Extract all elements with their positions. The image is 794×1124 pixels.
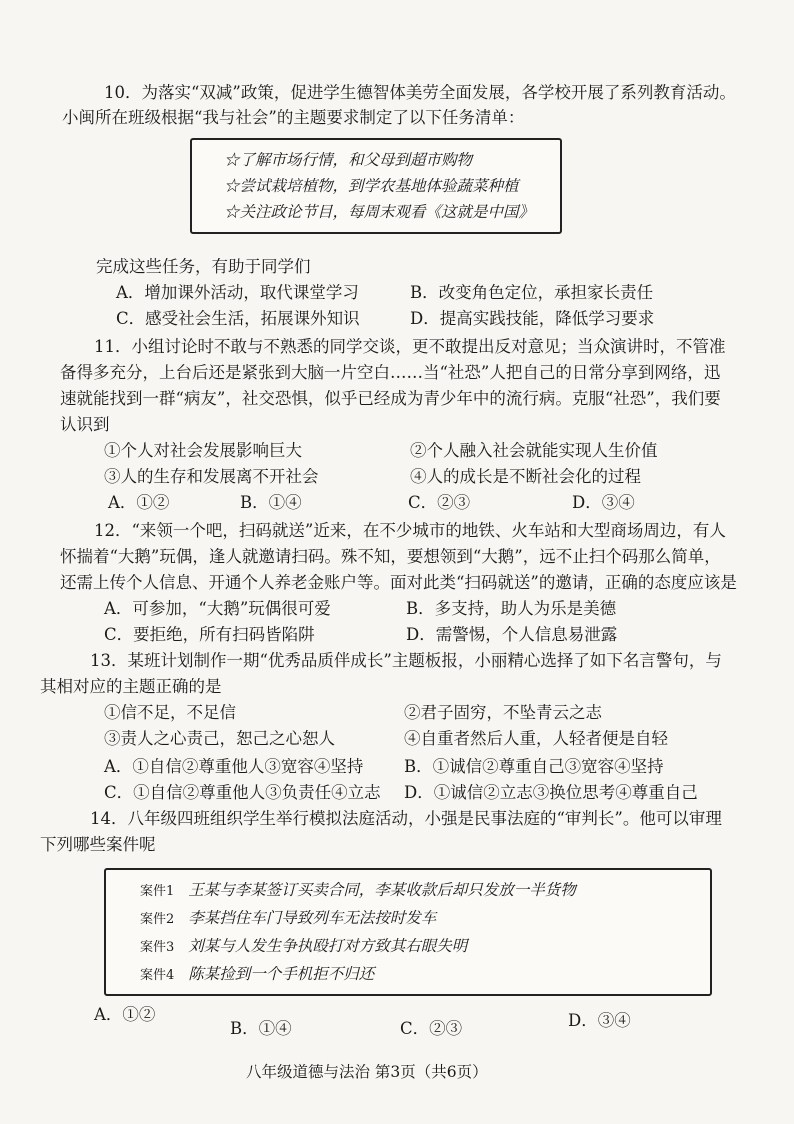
case-label: 案件4 xyxy=(140,968,175,983)
q13-stem-line2: 其相对应的主题正确的是 xyxy=(40,677,222,696)
case-text: 刘某与人发生争执殴打对方致其右眼失明 xyxy=(188,937,468,955)
q14-case-1 xyxy=(140,880,576,902)
q14-stem-line1: 14．八年级四班组织学生举行模拟法庭活动，小强是民事法庭的“审判长”。他可以审理 xyxy=(90,809,722,828)
q10-stem-line2: 小闽所在班级根据“我与社会”的主题要求制定了以下任务清单： xyxy=(62,108,525,127)
q12-option-d: D．需警惕，个人信息易泄露 xyxy=(406,625,618,644)
q14-option-b: B．①④ xyxy=(230,1019,292,1038)
q10-lead: 完成这些任务，有助于同学们 xyxy=(96,257,311,276)
case-text: 王某与李某签订买卖合同，李某收款后却只发放一半货物 xyxy=(188,881,576,899)
q11-option-c: C．②③ xyxy=(408,493,471,512)
case-text: 李某挡住车门导致列车无法按时发车 xyxy=(188,909,437,927)
q14-option-a: A．①② xyxy=(94,1005,156,1024)
q13-statement-4: ④自重者然后人重，人轻者便是自轻 xyxy=(404,729,668,748)
q12-option-a: A．可参加，“大鹅”玩偶很可爱 xyxy=(104,599,331,618)
q13-option-b: B．①诚信②尊重自己③宽容④坚持 xyxy=(404,757,664,776)
q13-option-d: D．①诚信②立志③换位思考④尊重自己 xyxy=(404,783,698,802)
q14-option-c: C．②③ xyxy=(400,1019,463,1038)
q11-stem-line4: 认识到 xyxy=(60,415,110,434)
q12-stem-line1: 12．“来领一个吧，扫码就送”近来，在不少城市的地铁、火车站和大型商场周边，有人 xyxy=(94,521,726,540)
q11-statement-3: ③人的生存和发展离不开社会 xyxy=(104,467,319,486)
q14-option-d: D．③④ xyxy=(568,1011,631,1030)
q13-option-a: A．①自信②尊重他人③宽容④坚持 xyxy=(104,757,364,776)
q13-statement-2: ②君子固穷，不坠青云之志 xyxy=(404,703,602,722)
q13-stem-line1: 13．某班计划制作一期“优秀品质伴成长”主题板报，小丽精心选择了如下名言警句，与 xyxy=(90,651,722,670)
q10-option-b: B．改变角色定位，承担家长责任 xyxy=(410,283,654,302)
q11-statement-4: ④人的成长是不断社会化的过程 xyxy=(410,467,641,486)
q10-task-list-box xyxy=(190,138,562,234)
page-footer: 八年级道德与法治 第3页（共6页） xyxy=(246,1063,488,1081)
q14-stem-line2: 下列哪些案件呢 xyxy=(40,835,156,854)
q14-case-2 xyxy=(140,908,436,930)
q10-option-c: C．感受社会生活，拓展课外知识 xyxy=(116,309,360,328)
case-label: 案件3 xyxy=(140,940,175,955)
case-label: 案件1 xyxy=(140,884,175,899)
q10-option-a: A．增加课外活动，取代课堂学习 xyxy=(116,283,359,302)
q12-option-c: C．要拒绝，所有扫码皆陷阱 xyxy=(104,625,315,644)
q10-option-d: D．提高实践技能，降低学习要求 xyxy=(410,309,655,328)
q11-statement-1: ①个人对社会发展影响巨大 xyxy=(104,441,302,460)
q14-case-3 xyxy=(140,936,467,958)
q12-stem-line2: 怀揣着“大鹅”玩偶，逢人就邀请扫码。殊不知，要想领到“大鹅”，远不止扫个码那么简单， xyxy=(60,547,721,566)
q11-stem-line3: 速就能找到一群“病友”，社交恐惧，似乎已经成为青少年中的流行病。克服“社恐”，我们要 xyxy=(60,389,721,408)
q11-stem-line1: 11．小组讨论时不敢与不熟悉的同学交谈，更不敢提出反对意见；当众演讲时，不管准 xyxy=(94,337,726,356)
q10-task-2: ☆尝试栽培植物，到学农基地体验蔬菜种植 xyxy=(224,177,519,195)
q12-option-b: B．多支持，助人为乐是美德 xyxy=(406,599,617,618)
q11-stem-line2: 备得多充分，上台后还是紧张到大脑一片空白……当“社恐”人把自己的日常分享到网络，迅 xyxy=(60,363,721,382)
q14-case-box xyxy=(104,868,712,996)
q13-statement-3: ③责人之心责己，恕己之心恕人 xyxy=(104,729,335,748)
q13-option-c: C．①自信②尊重他人③负责任④立志 xyxy=(104,783,381,802)
case-text: 陈某捡到一个手机拒不归还 xyxy=(188,965,375,983)
case-label: 案件2 xyxy=(140,912,175,927)
q11-option-b: B．①④ xyxy=(240,493,302,512)
q11-statement-2: ②个人融入社会就能实现人生价值 xyxy=(410,441,658,460)
q12-stem-line3: 还需上传个人信息、开通个人养老金账户等。面对此类“扫码就送”的邀请，正确的态度应该是 xyxy=(60,573,737,592)
q10-task-3: ☆关注政论节目，每周末观看《这就是中国》 xyxy=(224,203,535,221)
q10-task-1: ☆了解市场行情，和父母到超市购物 xyxy=(224,151,473,169)
q11-option-d: D．③④ xyxy=(572,493,635,512)
q10-stem-line1: 10．为落实“双减”政策，促进学生德智体美劳全面发展，各学校开展了系列教育活动。 xyxy=(104,83,736,102)
q11-option-a: A．①② xyxy=(108,493,170,512)
q13-statement-1: ①信不足，不足信 xyxy=(104,703,236,722)
q14-case-4 xyxy=(140,964,374,986)
